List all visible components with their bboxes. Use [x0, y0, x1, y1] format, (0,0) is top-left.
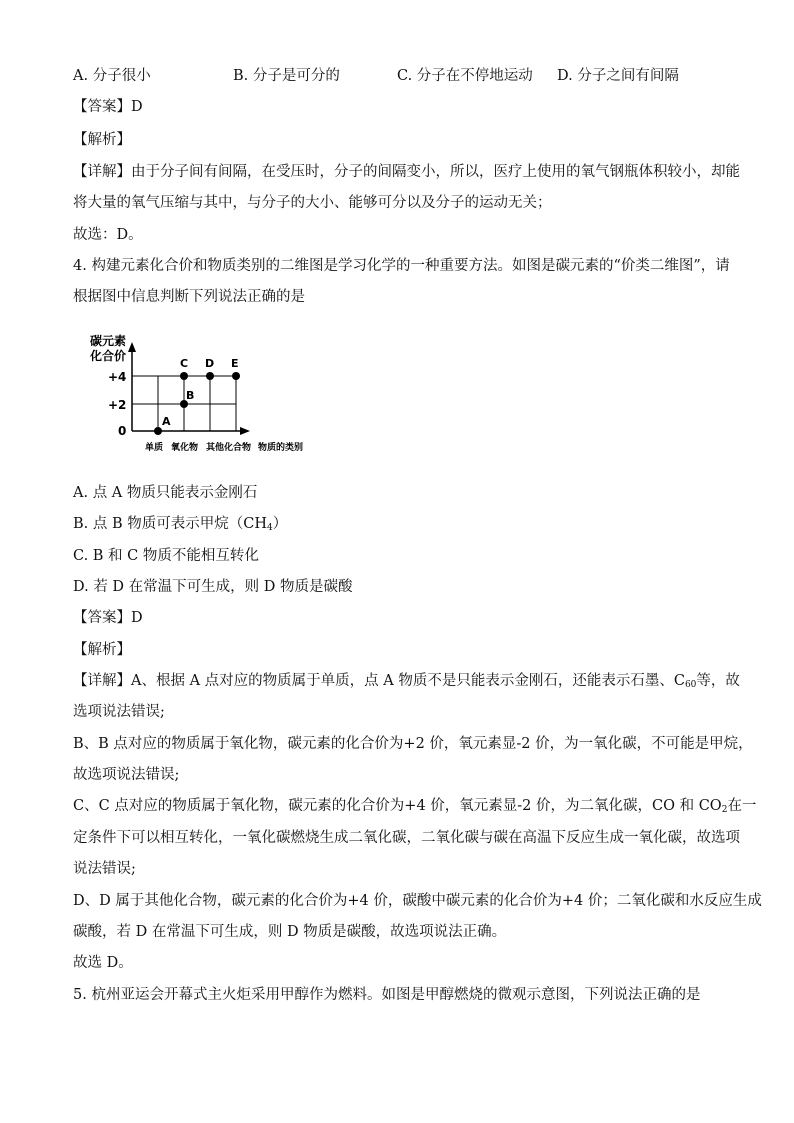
q3-option-a: A. 分子很小 — [73, 68, 151, 84]
y-axis-title-2: 化合价 — [90, 349, 127, 363]
q4-analysis-label: 【解析】 — [73, 642, 131, 658]
q4-detail-line-1: 【详解】A、根据 A 点对应的物质属于单质，点 A 物质不是只能表示金刚石，还能表示石墨、$C_{60}$等，故 — [73, 673, 740, 690]
q4-option-d: D. 若 D 在常温下可生成，则 D 物质是碳酸 — [73, 579, 353, 595]
valence-class-diagram — [86, 328, 326, 458]
q4-stem-line-2: 根据图中信息判断下列说法正确的是 — [73, 289, 305, 305]
y-tick-plus4: +4 — [108, 370, 127, 384]
q3-option-c: C. 分子在不停地运动 — [397, 68, 533, 84]
point-d-label: D — [205, 357, 215, 370]
x-axis-title: 物质的类别 — [258, 443, 304, 453]
q4-detail-line-8: D、D 属于其他化合物，碳元素的化合价为+4 价，碳酸中碳元素的化合价为+4 价；二氧化碳和水反应生成 — [73, 893, 762, 909]
q4-detail-line-5: C、C 点对应的物质属于氧化物，碳元素的化合价为+4 价，氧元素显-2 价，为二氧化碳，CO 和 $CO_2$在一 — [73, 798, 757, 815]
q3-option-b: B. 分子是可分的 — [233, 68, 340, 84]
y-tick-zero: 0 — [118, 424, 127, 438]
q5-stem: 5. 杭州亚运会开幕式主火炬采用甲醇作为燃料。如图是甲醇燃烧的微观示意图，下列说法正确的是 — [73, 987, 701, 1003]
y-tick-plus2: +2 — [108, 398, 127, 412]
x-label-oxide: 氧化物 — [171, 443, 199, 453]
point-b-label: B — [186, 389, 195, 402]
q4-option-a: A. 点 A 物质只能表示金刚石 — [73, 485, 258, 501]
q4-choice: 故选 D。 — [73, 955, 133, 971]
point-c-label: C — [180, 357, 189, 370]
q3-answer: 【答案】D — [73, 99, 143, 115]
q4-detail-line-4: 故选项说法错误; — [73, 767, 180, 783]
q4-detail-line-2: 选项说法错误; — [73, 704, 165, 720]
q3-detail-line-1: 【详解】由于分子间有间隔，在受压时，分子的间隔变小，所以，医疗上使用的氧气钢瓶体积较小，却能 — [73, 164, 740, 180]
point-c-dot — [180, 372, 188, 380]
q4-option-b: B. 点 B 物质可表示甲烷$(CH_4)$ — [73, 516, 288, 533]
q3-option-d: D. 分子之间有间隔 — [557, 68, 679, 84]
q3-choice: 故选：D。 — [73, 227, 143, 243]
q4-stem-line-1: 4. 构建元素化合价和物质类别的二维图是学习化学的一种重要方法。如图是碳元素的“价类二维图”，请 — [73, 258, 730, 274]
y-axis-arrow — [128, 342, 136, 352]
point-a-dot — [154, 427, 162, 435]
point-a-label: A — [162, 415, 171, 428]
q3-detail-line-2: 将大量的氧气压缩与其中，与分子的大小、能够可分以及分子的运动无关； — [73, 195, 552, 211]
q4-detail-line-7: 说法错误; — [73, 861, 136, 877]
q4-answer: 【答案】D — [73, 610, 143, 626]
q3-analysis-label: 【解析】 — [73, 132, 131, 148]
q4-detail-line-9: 碳酸，若 D 在常温下可生成，则 D 物质是碳酸，故选项说法正确。 — [73, 924, 507, 940]
x-label-other-compound: 其他化合物 — [206, 443, 252, 453]
q4-detail-line-3: B、B 点对应的物质属于氧化物，碳元素的化合价为+2 价，氧元素显-2 价，为一氧化碳，不可能是甲烷， — [73, 736, 753, 752]
point-e-dot — [232, 372, 240, 380]
point-e-label: E — [231, 357, 239, 370]
point-d-dot — [206, 372, 214, 380]
y-axis-title-1: 碳元素 — [90, 334, 127, 348]
q4-option-c: C. B 和 C 物质不能相互转化 — [73, 548, 259, 564]
x-label-elemental: 单质 — [145, 443, 164, 453]
q4-detail-line-6: 定条件下可以相互转化，一氧化碳燃烧生成二氧化碳，二氧化碳与碳在高温下反应生成一氧化碳，故选项 — [73, 830, 740, 846]
x-axis-arrow — [240, 427, 250, 435]
